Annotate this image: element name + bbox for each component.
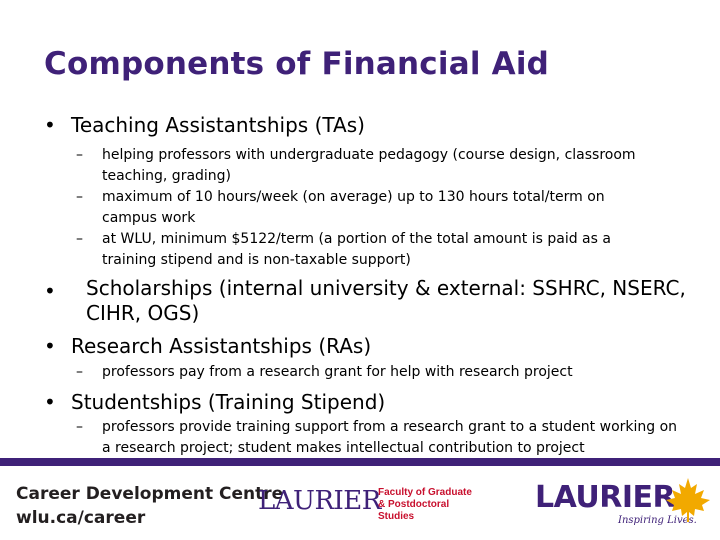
career-centre-name: Career Development Centre xyxy=(16,484,284,504)
dash-icon: – xyxy=(76,419,83,435)
footer xyxy=(0,466,720,540)
laurier-fgps-wordmark: LAURIER xyxy=(258,486,381,516)
bullet-icon: • xyxy=(44,334,56,358)
dash-icon: – xyxy=(76,231,83,247)
faculty-name: Faculty of Graduate & Postdoctoral Studies xyxy=(378,487,472,522)
bullet-icon: • xyxy=(44,279,56,303)
bullet-icon: • xyxy=(44,390,56,414)
bullet-icon: • xyxy=(44,113,56,137)
career-centre-url: wlu.ca/career xyxy=(16,508,146,528)
sub-bullet-label: professors provide training support from a research grant to a student working on a research project; student makes intellectual contribution to project xyxy=(102,419,678,456)
dash-icon: – xyxy=(76,189,83,205)
sub-bullet-label: professors pay from a research grant for help with research project xyxy=(102,364,573,380)
dash-icon: – xyxy=(76,147,83,163)
footer-divider xyxy=(0,458,720,466)
bullet-label: Teaching Assistantships (TAs) xyxy=(71,113,365,137)
laurier-tagline: Inspiring Lives. xyxy=(618,515,697,526)
sub-bullet-label: maximum of 10 hours/week (on average) up to 130 hours total/term on campus work xyxy=(102,189,605,226)
sub-bullet-label: at WLU, minimum $5122/term (a portion of the total amount is paid as a training stipend and is non-taxable support) xyxy=(102,231,611,268)
bullet-label: Scholarships (internal university & external: SSHRC, NSERC, CIHR, OGS) xyxy=(86,276,686,325)
bullet-label: Studentships (Training Stipend) xyxy=(71,390,386,414)
slide-title: Components of Financial Aid xyxy=(44,46,550,82)
bullet-label: Research Assistantships (RAs) xyxy=(71,334,372,358)
laurier-logo-wordmark: LAURIER xyxy=(535,480,676,515)
dash-icon: – xyxy=(76,364,83,380)
sub-bullet-label: helping professors with undergraduate pedagogy (course design, classroom teaching, grading) xyxy=(102,147,636,184)
maple-leaf-icon xyxy=(664,476,712,524)
